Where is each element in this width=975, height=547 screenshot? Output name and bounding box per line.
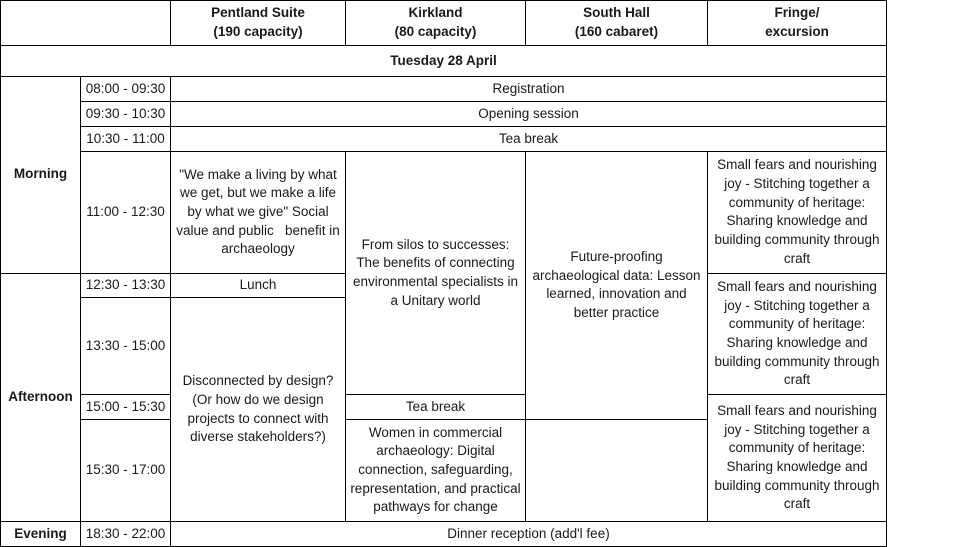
time-slot-1830-2200: 18:30 - 22:00 <box>81 522 171 547</box>
session-fringe-morning[interactable]: Small fears and nourishing joy - Stitching together a community of heritage: Sharing knowledge and building community through craft <box>708 152 887 274</box>
venue-capacity-kirkland: (80 capacity) <box>394 24 477 39</box>
venue-name-pentland: Pentland Suite <box>211 5 305 21</box>
venue-name-south-hall: South Hall <box>583 5 650 21</box>
event-opening-session: Opening session <box>171 102 887 127</box>
venue-capacity-pentland: (190 capacity) <box>213 24 303 39</box>
period-label-morning: Morning <box>1 77 81 274</box>
session-kirkland-morning[interactable]: From silos to successes: The benefits of connecting environmental specialists in a Unitary world <box>346 152 526 395</box>
event-registration: Registration <box>171 77 887 102</box>
session-pentland-morning[interactable]: "We make a living by what we get, but we make a life by what we give" Social value and public benefit in archaeology <box>171 152 346 274</box>
event-dinner-reception: Dinner reception (add'l fee) <box>171 522 887 547</box>
row-opening-session <box>1 102 887 127</box>
period-label-afternoon: Afternoon <box>1 273 81 521</box>
venue-name-kirkland: Kirkland <box>408 5 463 21</box>
venue-header-south-hall <box>526 1 708 46</box>
day-banner: Tuesday 28 April <box>1 46 887 77</box>
time-slot-1330-1500: 13:30 - 15:00 <box>81 298 171 395</box>
session-fringe-afternoon-1[interactable]: Small fears and nourishing joy - Stitching together a community of heritage: Sharing knowledge and building community through craft <box>708 273 887 395</box>
row-morning-parallel-sessions <box>1 152 887 274</box>
row-evening <box>1 522 887 547</box>
time-slot-1230-1330: 12:30 - 13:30 <box>81 273 171 298</box>
time-slot-1030-1100: 10:30 - 11:00 <box>81 127 171 152</box>
row-tea-break-afternoon <box>1 395 887 420</box>
period-label-evening: Evening <box>1 522 81 547</box>
venue-capacity-south-hall: (160 cabaret) <box>574 24 659 39</box>
venue-name-fringe: Fringe/ <box>774 5 820 21</box>
session-pentland-afternoon[interactable]: Disconnected by design? (Or how do we design projects to connect with diverse stakeholders?) <box>171 298 346 522</box>
event-tea-break-afternoon: Tea break <box>346 395 526 420</box>
venue-header-pentland <box>171 1 346 46</box>
venue-header-kirkland <box>346 1 526 46</box>
session-south-hall-afternoon[interactable]: Future-proofing archaeological data: Lesson learned, innovation and better practice <box>526 152 708 420</box>
time-slot-0930-1030: 09:30 - 10:30 <box>81 102 171 127</box>
row-registration <box>1 77 887 102</box>
venue-header-row <box>1 1 887 46</box>
venue-header-fringe <box>708 1 887 46</box>
event-tea-break-morning: Tea break <box>171 127 887 152</box>
time-slot-1530-1700: 15:30 - 17:00 <box>81 419 171 521</box>
event-lunch: Lunch <box>171 273 346 298</box>
time-slot-1500-1530: 15:00 - 15:30 <box>81 395 171 420</box>
header-corner-cell <box>1 1 171 46</box>
session-kirkland-afternoon[interactable]: Women in commercial archaeology: Digital connection, safeguarding, representation, and practical pathways for change <box>346 419 526 521</box>
row-tea-break-morning <box>1 127 887 152</box>
time-slot-1100-1230: 11:00 - 12:30 <box>81 152 171 274</box>
time-slot-0800-0930: 08:00 - 09:30 <box>81 77 171 102</box>
day-banner-row <box>1 46 887 77</box>
venue-capacity-fringe: excursion <box>765 24 829 39</box>
session-fringe-afternoon-2[interactable]: Small fears and nourishing joy - Stitching together a community of heritage: Sharing knowledge and building community through craft <box>708 395 887 522</box>
